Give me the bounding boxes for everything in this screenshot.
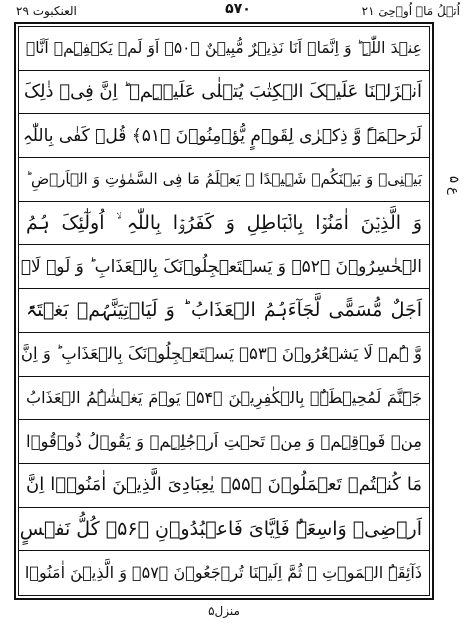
verse-line-text: بَیۡنِیۡ وَ بَیۡنَکُمۡ شَہِیۡدًا ۚ یَعۡلَمُ مَا فِی السَّمٰوٰتِ وَ الۡاَرۡضِ ؕ — [26, 170, 422, 189]
verse-line-text: وَ الَّذِیۡنَ اٰمَنُوۡا بِالۡبَاطِلِ وَ کَفَرُوۡا بِاللّٰہِ ۙ اُولٰٓئِکَ ہُمُ — [26, 212, 422, 235]
ruku-marker-text: ع ۵ — [446, 175, 461, 195]
verse-text-block — [19, 27, 429, 595]
verse-line — [19, 158, 429, 202]
verse-line — [19, 114, 429, 158]
verse-line-text: اَجَلٌ مُّسَمًّی لَّجَآءَہُمُ الۡعَذَابُ ؕ وَ لَیَاۡتِیَنَّہُمۡ بَغۡتَۃً — [26, 299, 422, 322]
verse-line — [19, 333, 429, 377]
verse-line — [19, 420, 429, 464]
verse-line-text: لَرَحۡمَۃً وَّ ذِکۡرٰی لِقَوۡمٍ یُّؤۡمِنُوۡنَ ﴿۵۱﴾ قُلۡ کَفٰی بِاللّٰہِ — [22, 125, 422, 146]
verse-line — [19, 289, 429, 333]
page-number: ۵۷۰ — [225, 1, 251, 17]
verse-line — [19, 377, 429, 421]
verse-line-text: اَرۡضِیۡ وَاسِعَۃٌ فَاِیَّایَ فَاعۡبُدُوۡنِ ﴿۵۶﴾ کُلُّ نَفۡسٍ — [19, 517, 422, 540]
verse-line-text: ذَآئِقَۃُ الۡمَوۡتِ ۟ ثُمَّ اِلَیۡنَا تُرۡجَعُوۡنَ ﴿۵۷﴾ وَ الَّذِیۡنَ اٰمَنُوۡا — [24, 563, 422, 583]
header-para-name: اُتۡلُ مَاۤ اُوۡحِیَ ۲۱ — [361, 4, 460, 18]
verse-line — [19, 27, 429, 71]
verse-line — [19, 464, 429, 508]
page-header — [14, 0, 462, 22]
verse-line — [19, 508, 429, 552]
ruku-marker — [440, 150, 466, 220]
verse-line-text: وَّ ہُمۡ لَا یَشۡعُرُوۡنَ ﴿۵۳﴾ یَسۡتَعۡجِلُوۡنَکَ بِالۡعَذَابِ ؕ وَ اِنَّ — [20, 344, 422, 364]
verse-line-text: مَا کُنۡتُمۡ تَعۡمَلُوۡنَ ﴿۵۵﴾ یٰعِبَادِیَ الَّذِیۡنَ اٰمَنُوۡۤا اِنَّ — [26, 474, 422, 496]
verse-line — [19, 71, 429, 115]
verse-line-text: عِنۡدَ اللّٰہِ ؕ وَ اِنَّمَاۤ اَنَا نَذِیۡرٌ مُّبِیۡنٌ ﴿۵۰﴾ اَوَ لَمۡ یَکۡفِہِمۡ اَنَّاۤ — [26, 39, 422, 58]
verse-line-text: مِنۡ فَوۡقِہِمۡ وَ مِنۡ تَحۡتِ اَرۡجُلِہِمۡ وَ یَقُوۡلُ ذُوۡقُوۡا — [26, 431, 422, 451]
verse-line-text: جَہَنَّمَ لَمُحِیۡطَۃٌۢ بِالۡکٰفِرِیۡنَ ﴿۵۴﴾ یَوۡمَ یَغۡشٰہُمُ الۡعَذَابُ — [26, 387, 422, 407]
verse-line-text: اَنۡزَلۡنَا عَلَیۡکَ الۡکِتٰبَ یُتۡلٰی عَلَیۡہِمۡ ؕ اِنَّ فِیۡ ذٰلِکَ — [23, 81, 422, 103]
manzil-marker: منزل۵ — [208, 604, 240, 618]
header-surah-name: العنکبوت ۲۹ — [16, 4, 77, 18]
verse-line — [19, 245, 429, 289]
verse-line — [19, 551, 429, 595]
verse-line-text: الۡخٰسِرُوۡنَ ﴿۵۲﴾ وَ یَسۡتَعۡجِلُوۡنَکَ بِالۡعَذَابِ ؕ وَ لَوۡ لَاۤ — [20, 256, 422, 277]
verse-line — [19, 202, 429, 246]
